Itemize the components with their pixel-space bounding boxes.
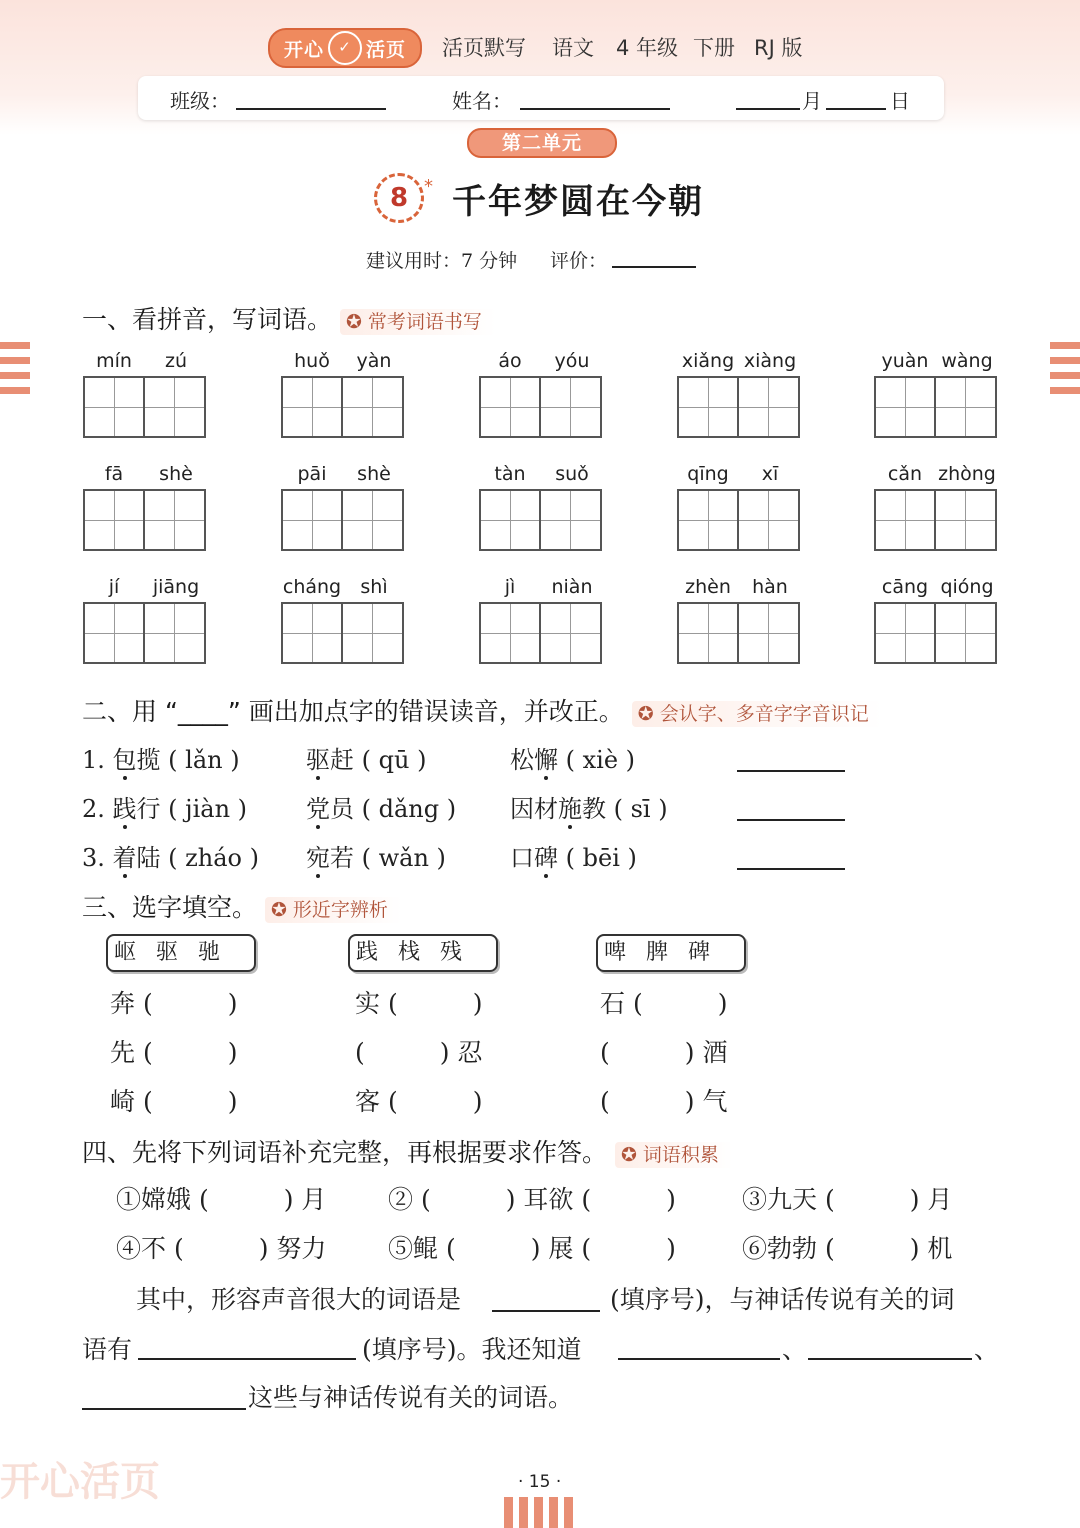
pinyin-label: cháng: [282, 576, 342, 598]
volume: 下册: [693, 36, 735, 60]
dotted-character: 碑: [534, 844, 558, 872]
section-1-title: 一、看拼音，写词语。: [82, 305, 333, 334]
answer-line-5[interactable]: [82, 1408, 246, 1410]
section-3-title: 三、选字填空。: [82, 893, 258, 922]
brand-circle-icon: ✓: [328, 31, 362, 65]
section-1-heading: [82, 300, 496, 336]
brand-left: 开心: [283, 38, 324, 61]
reading-prefix: 2.: [82, 795, 113, 823]
correction-line[interactable]: [737, 770, 845, 772]
pinyin-label: shè: [159, 463, 193, 485]
pinyin-label: shì: [360, 576, 388, 598]
writing-box[interactable]: [874, 602, 936, 664]
writing-box[interactable]: [874, 376, 936, 438]
section-2-heading: [82, 692, 883, 728]
writing-box[interactable]: [874, 489, 936, 551]
lesson-number: 8: [374, 173, 424, 223]
pinyin-label: zhòng: [938, 463, 996, 485]
section-2-title: 二、用 “____” 画出加点字的错误读音，并改正。: [82, 697, 624, 726]
question-text-2b: (填序号)。我还知道: [362, 1335, 582, 1364]
dotted-character: 宛: [306, 844, 330, 872]
suggested-time: 建议用时：7 分钟: [366, 250, 518, 272]
reading-rest: 员 ( dǎng ): [330, 795, 457, 823]
reading-item: [510, 740, 635, 775]
idiom-item[interactable]: ⑥勃勃 ( ) 机: [742, 1234, 953, 1263]
writing-box[interactable]: [936, 489, 997, 551]
pinyin-label: hàn: [752, 576, 788, 598]
reading-prefix: 松: [510, 746, 534, 774]
dotted-character: 践: [112, 795, 137, 823]
section-4-title: 四、先将下列词语补充完整，再根据要求作答。: [82, 1138, 608, 1167]
page-number: · 15 ·: [518, 1472, 562, 1492]
fill-blank-item[interactable]: 崎 ( ): [110, 1087, 238, 1116]
writing-box[interactable]: [145, 602, 206, 664]
pinyin-label: suǒ: [555, 463, 589, 485]
class-field[interactable]: [236, 108, 386, 110]
reading-rest: 赶 ( qū ): [330, 746, 427, 774]
reading-prefix: 因材: [510, 795, 558, 823]
name-field[interactable]: [520, 108, 670, 110]
pinyin-label: áo: [498, 350, 522, 372]
idiom-item[interactable]: ② ( ) 耳欲 ( ): [388, 1185, 676, 1214]
reading-item: [82, 838, 259, 873]
pinyin-label: fā: [104, 463, 124, 485]
unit-badge: 第二单元: [467, 128, 617, 158]
reading-prefix: 口: [510, 844, 534, 872]
reading-rest: 陆 ( zháo ): [136, 844, 260, 872]
pinyin-label: niàn: [551, 576, 593, 598]
answer-line-3[interactable]: [618, 1358, 780, 1360]
left-margin-mark: [0, 342, 30, 412]
pinyin-label: huǒ: [294, 350, 330, 372]
grade: 4 年级: [616, 36, 679, 60]
fill-blank-item[interactable]: 实 ( ): [355, 989, 483, 1018]
reading-item: [82, 740, 240, 775]
section-3-tag: ✪ 形近字辨析: [265, 897, 402, 923]
pinyin-label: jì: [504, 576, 516, 598]
evaluation-field[interactable]: [612, 266, 696, 268]
correction-line[interactable]: [737, 868, 845, 870]
fill-blank-item[interactable]: 石 ( ): [600, 989, 728, 1018]
reading-rest: 教 ( sī ): [582, 795, 668, 823]
writing-box[interactable]: [677, 376, 739, 438]
idiom-item[interactable]: ③九天 ( ) 月: [742, 1185, 953, 1214]
writing-box[interactable]: [281, 376, 343, 438]
idiom-item[interactable]: ①嫦娥 ( ) 月: [116, 1185, 327, 1214]
reading-prefix: 3.: [82, 844, 113, 872]
writing-box[interactable]: [479, 602, 541, 664]
pinyin-label: tàn: [494, 463, 526, 485]
pinyin-label: qīng: [687, 463, 729, 485]
watermark-logo: 开心活页: [0, 1459, 160, 1505]
fill-blank-item[interactable]: 先 ( ): [110, 1038, 238, 1067]
reading-rest: 若 ( wǎn ): [330, 844, 446, 872]
writing-box[interactable]: [479, 376, 541, 438]
dotted-character: 包: [112, 746, 137, 774]
writing-box[interactable]: [936, 376, 997, 438]
writing-box[interactable]: [479, 489, 541, 551]
section-4-heading: [82, 1133, 733, 1169]
evaluation-label: 评价：: [550, 250, 608, 272]
pinyin-label: xiǎng: [681, 350, 735, 372]
correction-line[interactable]: [737, 819, 845, 821]
choice-box-1: 岖驱驰: [106, 934, 256, 972]
dotted-character: 驱: [306, 746, 330, 774]
subject: 语文: [552, 36, 594, 60]
dotted-character: 施: [558, 795, 582, 823]
answer-line-1[interactable]: [492, 1310, 600, 1312]
writing-box[interactable]: [83, 376, 145, 438]
dotted-character: 懈: [534, 746, 558, 774]
pinyin-label: jí: [108, 576, 120, 598]
writing-box[interactable]: [83, 489, 145, 551]
writing-box[interactable]: [343, 489, 404, 551]
reading-rest: 行 ( jiàn ): [136, 795, 248, 823]
pinyin-label: pāi: [297, 463, 327, 485]
pinyin-label: xī: [761, 463, 779, 485]
writing-box[interactable]: [343, 376, 404, 438]
separator-1: 、: [782, 1335, 808, 1364]
brand-logo: [268, 28, 422, 68]
writing-box[interactable]: [541, 376, 602, 438]
reading-rest: ( xiè ): [558, 746, 636, 774]
pinyin-label: yàn: [356, 350, 392, 372]
lesson-star: *: [424, 176, 433, 197]
reading-rest: ( bēi ): [558, 844, 637, 872]
student-info-bar: [138, 76, 944, 120]
reading-item: [510, 789, 668, 824]
writing-box[interactable]: [541, 489, 602, 551]
section-3-heading: [82, 888, 402, 924]
writing-box[interactable]: [739, 489, 800, 551]
pinyin-label: qióng: [940, 576, 994, 598]
pinyin-label: yóu: [554, 350, 590, 372]
pinyin-label: xiàng: [743, 350, 797, 372]
pinyin-label: yuàn: [881, 350, 929, 372]
writing-box[interactable]: [541, 602, 602, 664]
series-title: 活页默写: [442, 36, 526, 60]
fill-blank-item[interactable]: ( ) 气: [600, 1087, 728, 1116]
day-label: 日: [890, 89, 910, 113]
writing-box[interactable]: [145, 489, 206, 551]
question-text-1a: 其中，形容声音很大的词语是: [136, 1285, 462, 1314]
idiom-item[interactable]: ④不 ( ) 努力: [116, 1234, 327, 1263]
reading-rest: 揽 ( lǎn ): [136, 746, 240, 774]
fill-blank-item[interactable]: ( ) 酒: [600, 1038, 728, 1067]
dotted-character: 着: [112, 844, 137, 872]
writing-box[interactable]: [739, 602, 800, 664]
separator-2: 、: [974, 1335, 1000, 1364]
month-field[interactable]: [736, 108, 800, 110]
pinyin-label: mín: [96, 350, 132, 372]
pinyin-label: zú: [164, 350, 187, 372]
right-margin-mark: [1050, 342, 1080, 412]
writing-box[interactable]: [677, 602, 739, 664]
fill-blank-item[interactable]: 客 ( ): [355, 1087, 483, 1116]
pinyin-label: cǎn: [887, 463, 923, 485]
reading-prefix: 1.: [82, 746, 113, 774]
idiom-item[interactable]: ⑤鲲 ( ) 展 ( ): [388, 1234, 676, 1263]
writing-box[interactable]: [145, 376, 206, 438]
pinyin-label: shè: [357, 463, 391, 485]
reading-item: [306, 838, 446, 873]
section-4-tag: ✪ 词语积累: [615, 1142, 733, 1168]
class-label: 班级：: [170, 89, 230, 113]
pinyin-label: zhèn: [685, 576, 731, 598]
writing-box[interactable]: [83, 602, 145, 664]
section-2-tag: ✪ 会认字、多音字字音识记: [632, 701, 883, 727]
fill-blank-item[interactable]: ( ) 忍: [355, 1038, 483, 1067]
dotted-character: 党: [306, 795, 330, 823]
pinyin-label: cāng: [881, 576, 929, 598]
writing-box[interactable]: [739, 376, 800, 438]
lesson-title: 千年梦圆在今朝: [452, 182, 704, 222]
choice-box-3: 啤脾碑: [596, 934, 746, 972]
choice-box-2: 践栈残: [348, 934, 498, 972]
month-label: 月: [802, 89, 822, 113]
writing-box[interactable]: [281, 602, 343, 664]
answer-line-4[interactable]: [808, 1358, 972, 1360]
question-text-2a: 语有: [82, 1335, 133, 1364]
brand-right: 活页: [366, 38, 407, 61]
edition: RJ 版: [754, 36, 803, 60]
section-1-tag: ✪ 常考词语书写: [340, 309, 496, 335]
bottom-bars: [504, 1497, 580, 1528]
reading-item: [306, 789, 456, 824]
writing-box[interactable]: [677, 489, 739, 551]
pinyin-label: jiāng: [152, 576, 200, 598]
fill-blank-item[interactable]: 奔 ( ): [110, 989, 238, 1018]
reading-item: [82, 789, 247, 824]
day-field[interactable]: [826, 108, 886, 110]
reading-item: [306, 740, 426, 775]
pinyin-label: wàng: [941, 350, 993, 372]
writing-box[interactable]: [936, 602, 997, 664]
writing-box[interactable]: [281, 489, 343, 551]
question-text-1b: (填序号)，与神话传说有关的词: [610, 1285, 955, 1314]
reading-item: [510, 838, 637, 873]
question-text-3: 这些与神话传说有关的词语。: [248, 1383, 574, 1412]
writing-box[interactable]: [343, 602, 404, 664]
name-label: 姓名：: [452, 89, 512, 113]
answer-line-2[interactable]: [138, 1358, 356, 1360]
